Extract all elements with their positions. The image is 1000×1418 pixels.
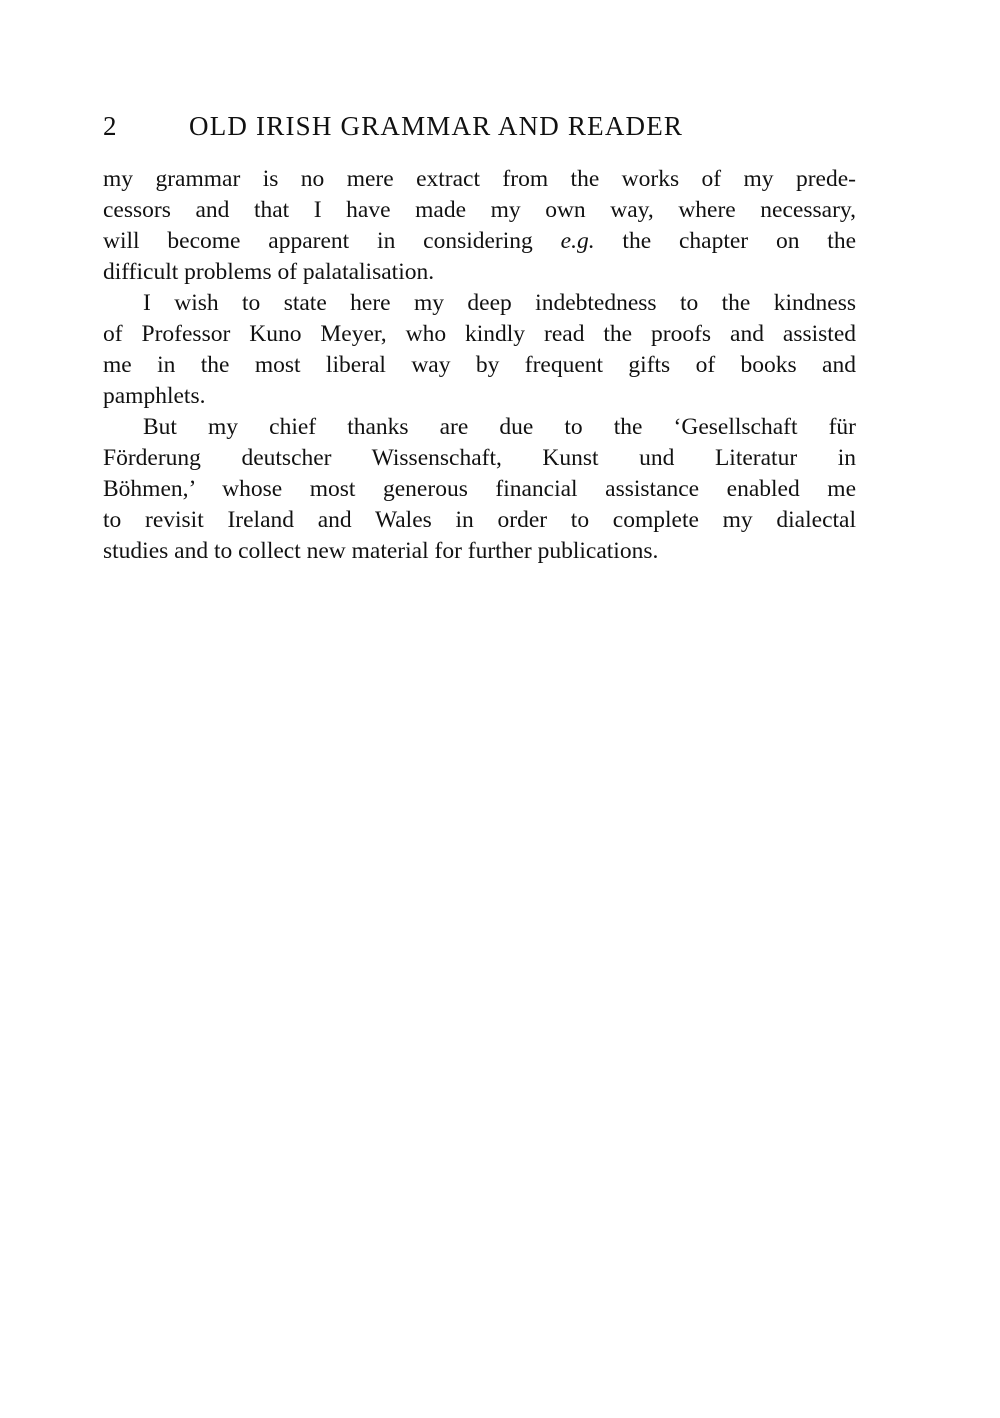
paragraph-1 xyxy=(103,164,856,288)
text-line: Förderung deutscher Wissenschaft, Kunst und Literatur in xyxy=(103,445,856,471)
text-line: studies and to collect new material for further publications. xyxy=(103,538,659,564)
paragraph-3 xyxy=(103,412,856,567)
text-line: to revisit Ireland and Wales in order to complete my dialectal xyxy=(103,507,856,533)
text-line xyxy=(103,226,856,257)
text-line: cessors and that I have made my own way, where necessary, xyxy=(103,197,856,223)
running-head xyxy=(103,106,858,146)
body-text xyxy=(103,164,856,567)
text-fragment: the chapter on the xyxy=(622,228,856,254)
text-line: my grammar is no mere extract from the works of my prede- xyxy=(103,166,856,192)
text-line: But my chief thanks are due to the ‘Gesellschaft für xyxy=(143,414,856,440)
text-line: Böhmen,’ whose most generous financial assistance enabled me xyxy=(103,476,856,502)
emphasis-eg: e.g. xyxy=(560,228,595,254)
running-title: OLD IRISH GRAMMAR AND READER xyxy=(189,111,684,141)
text-line: pamphlets. xyxy=(103,383,206,409)
text-line: I wish to state here my deep indebtedness to the kindness xyxy=(143,290,856,316)
text-line: of Professor Kuno Meyer, who kindly read the proofs and assisted xyxy=(103,321,856,347)
page-number: 2 xyxy=(103,111,117,141)
text-line: me in the most liberal way by frequent gifts of books and xyxy=(103,352,856,378)
text-line: difficult problems of palatalisation. xyxy=(103,259,435,285)
paragraph-2 xyxy=(103,288,856,412)
text-fragment: will become apparent in considering xyxy=(103,228,533,254)
